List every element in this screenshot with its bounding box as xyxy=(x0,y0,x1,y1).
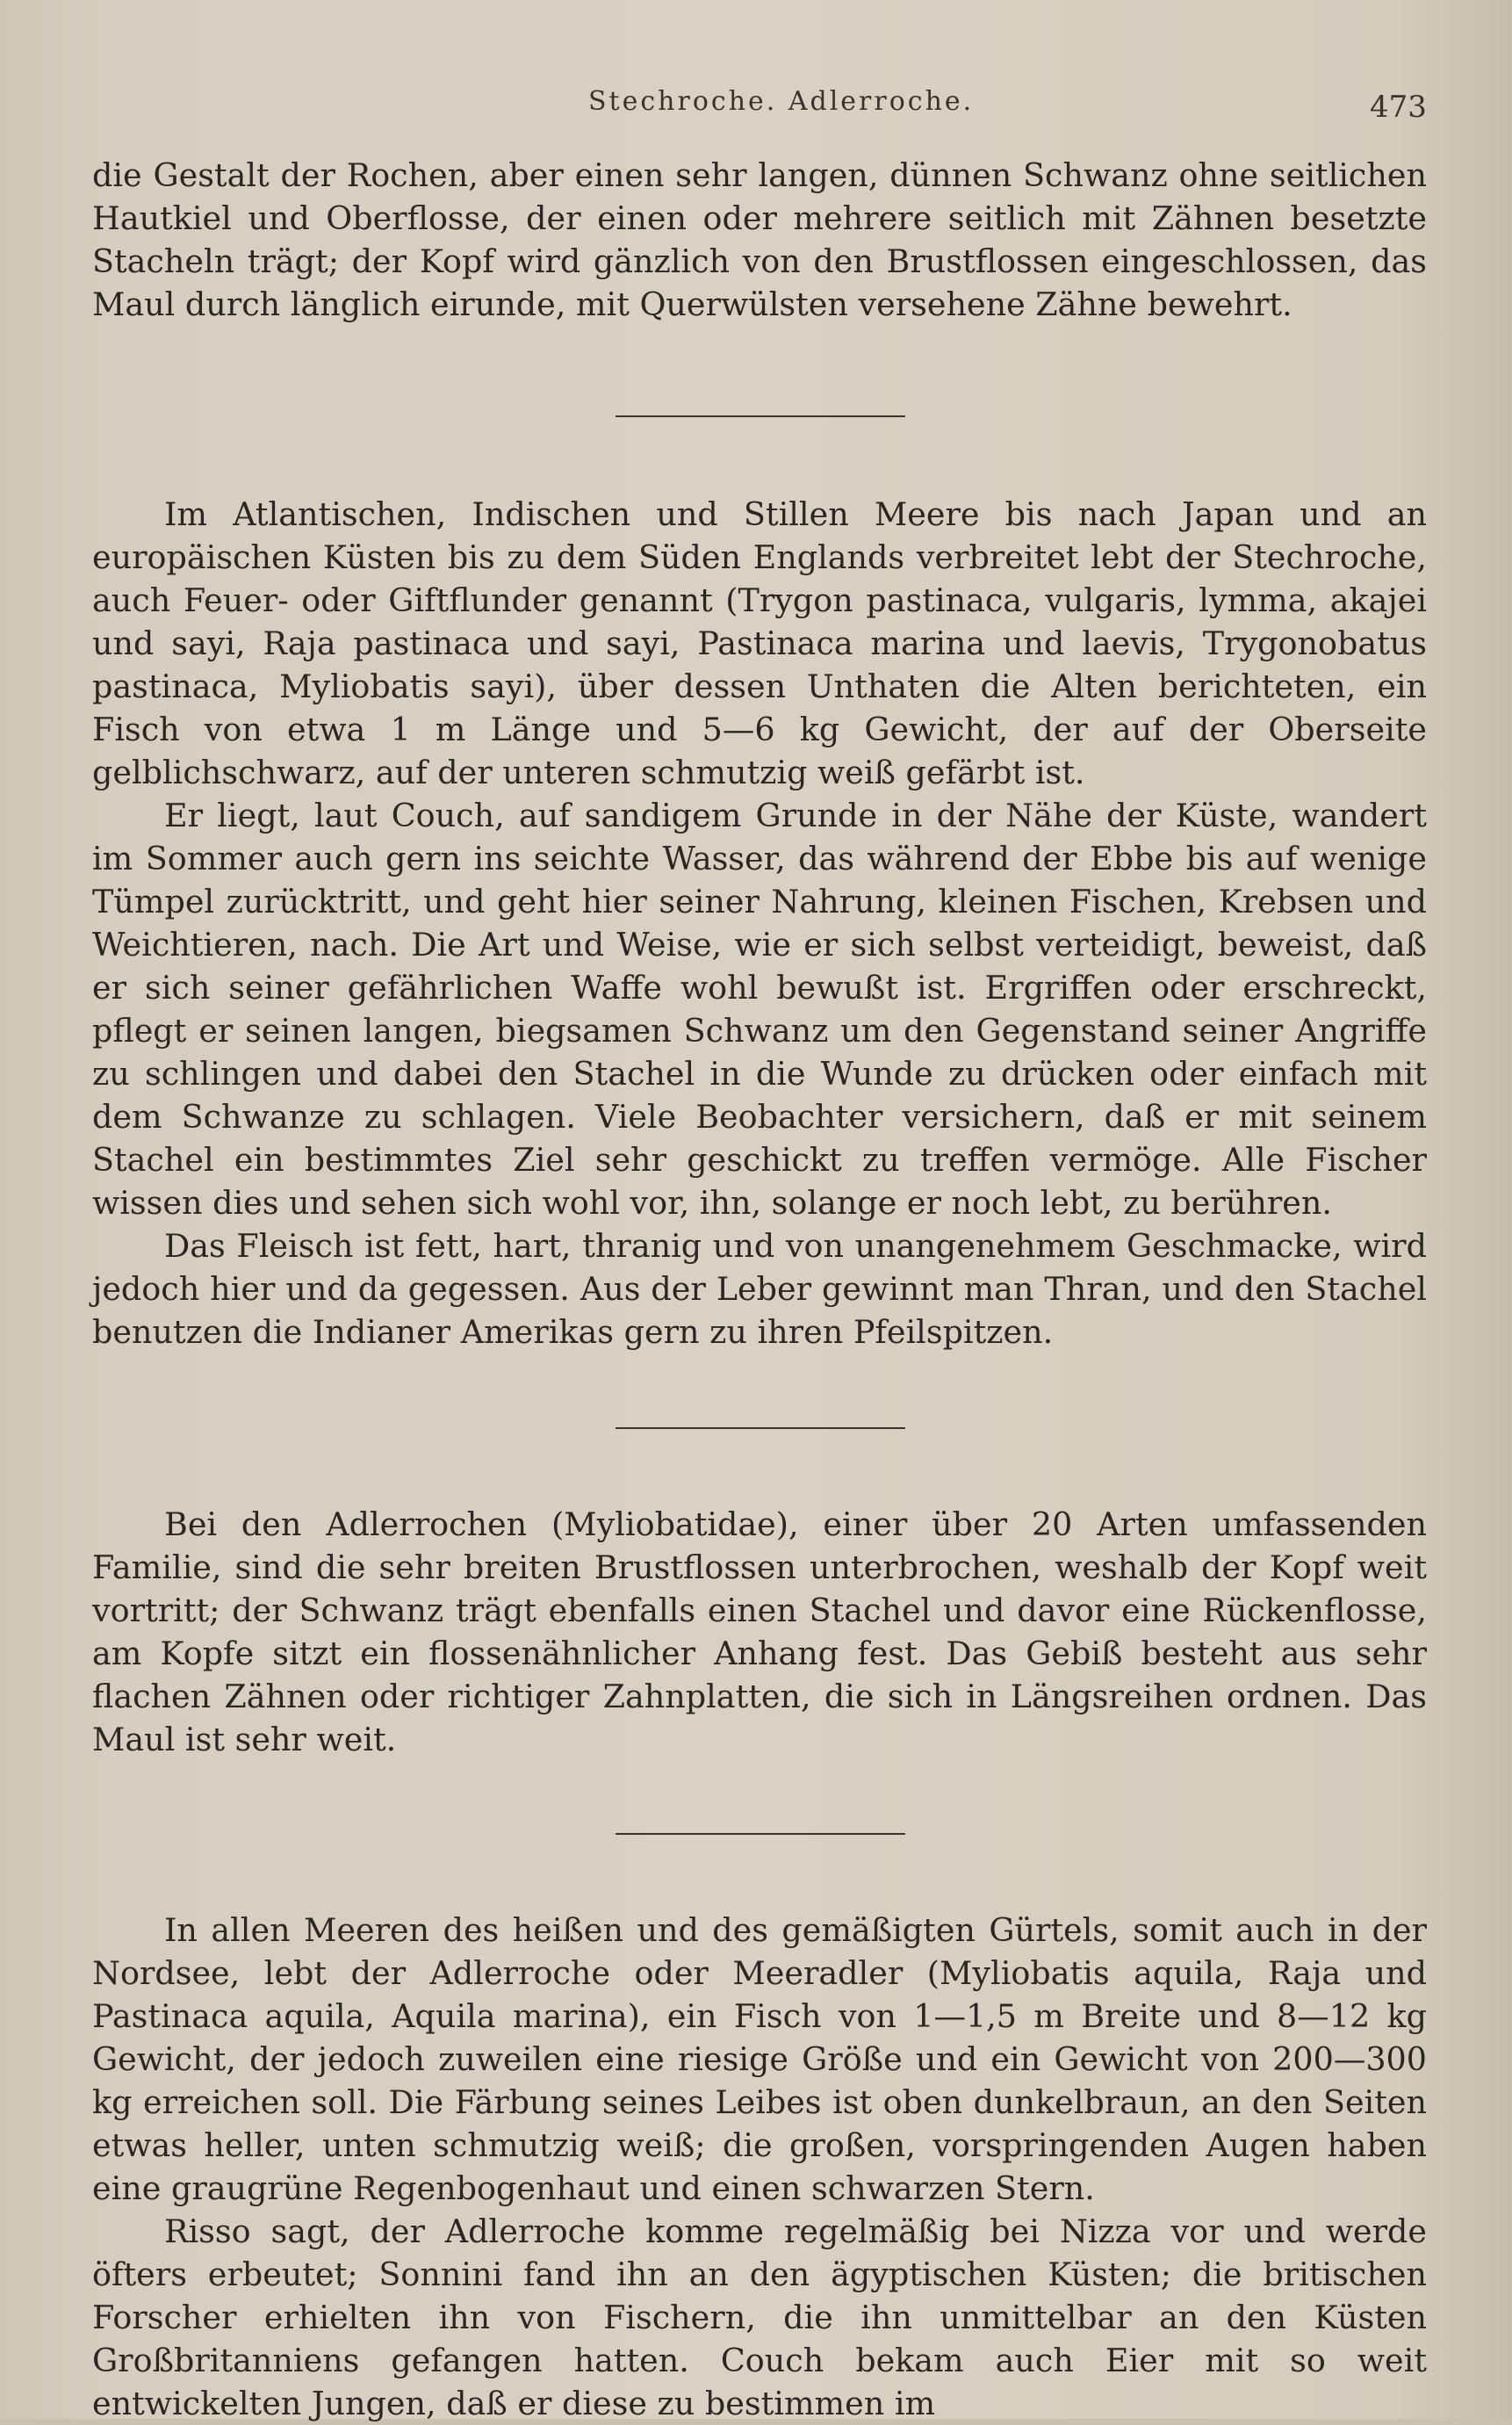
paragraph-adlerroche-description: In allen Meeren des heißen und des gemäßigten Gürtels, somit auch in der Nordsee, lebt der Adlerroche oder Meeradler (Myliobatis aquila, Raja und Pastinaca aquila, Aquila marina), ein Fisch von 1—1,5 m Breite und 8—12 kg Gewicht, der jedoch zuweilen eine riesige Größe und ein Gewicht von 200—300 kg erreichen soll. Die Färbung seines Leibes ist oben dunkelbraun, an den Seiten etwas heller, unten schmutzig weiß; die großen, vorspringenden Augen haben eine graugrüne Regenbogenhaut und einen schwarzen Stern. xyxy=(92,1911,1427,2207)
paragraph-adlerroche-observations: Risso sagt, der Adlerroche komme regelmäßig bei Nizza vor und werde öfters erbeutet; Sonnini fand ihn an den ägyptischen Küsten; die britischen Forscher erhielten ihn von Fischern, die ihn unmittelbar an den Küsten Großbritanniens gefangen hatten. Couch bekam auch Eier mit so weit entwickelten Jungen, daß er diese zu bestimmen im xyxy=(92,2212,1427,2422)
page-body xyxy=(92,154,1427,2425)
running-title: Stechroche. Adlerroche. xyxy=(588,86,975,117)
paragraph-stechroche-behavior: Er liegt, laut Couch, auf sandigem Grunde in der Nähe der Küste, wandert im Sommer auch gern ins seichte Wasser, das während der Ebbe bis auf wenige Tümpel zurücktritt, und geht hier seiner Nahrung, kleinen Fischen, Krebsen und Weichtieren, nach. Die Art und Weise, wie er sich selbst verteidigt, beweist, daß er sich seiner gefährlichen Waffe wohl bewußt ist. Ergriffen oder erschreckt, pflegt er seinen langen, biegsamen Schwanz um den Gegenstand seiner Angriffe zu schlingen und dabei den Stachel in die Wunde zu drücken oder einfach mit dem Schwanze zu schlagen. Viele Beobachter versichern, daß er mit seinem Stachel ein bestimmtes Ziel sehr geschickt zu treffen vermöge. Alle Fischer wissen dies und sehen sich wohl vor, ihn, solange er noch lebt, zu berühren. xyxy=(92,797,1427,1222)
paragraph-stechroche-use: Das Fleisch ist fett, hart, thranig und von unangenehmem Geschmacke, wird jedoch hier und da gegessen. Aus der Leber gewinnt man Thran, und den Stachel benutzen die Indianer Amerikas gern zu ihren Pfeilspitzen. xyxy=(92,1227,1427,1351)
paragraph-stechroche-range: Im Atlantischen, Indischen und Stillen Meere bis nach Japan und an europäischen Küsten bis zu dem Süden Englands verbreitet lebt der Stechroche, auch Feuer- oder Giftflunder genannt (Trygon pastinaca, vulgaris, lymma, akajei und sayi, Raja pastinaca und sayi, Pastinaca marina und laevis, Trygonobatus pastinaca, Myliobatis sayi), über dessen Unthaten die Alten berichteten, ein Fisch von etwa 1 m Länge und 5—6 kg Gewicht, der auf der Oberseite gelblichschwarz, auf der unteren schmutzig weiß gefärbt ist. xyxy=(92,495,1427,791)
page-number: 473 xyxy=(1370,90,1427,125)
running-header xyxy=(0,86,1512,139)
paragraph-continuation: die Gestalt der Rochen, aber einen sehr langen, dünnen Schwanz ohne seitlichen Hautkiel und Oberflosse, der einen oder mehrere seitlich mit Zähnen besetzte Stacheln trägt; der Kopf wird gänzlich von den Brustflossen eingeschlossen, das Maul durch länglich eirunde, mit Querwülsten versehene Zähne bewehrt. xyxy=(92,156,1427,323)
paragraph-adlerrochen-family: Bei den Adlerrochen (Myliobatidae), einer über 20 Arten umfassenden Familie, sind die sehr breiten Brustflossen unterbrochen, weshalb der Kopf weit vortritt; der Schwanz trägt ebenfalls einen Stachel und davor eine Rückenflosse, am Kopfe sitzt ein flossenähnlicher Anhang fest. Das Gebiß besteht aus sehr flachen Zähnen oder richtiger Zahnplatten, die sich in Längsreihen ordnen. Das Maul ist sehr weit. xyxy=(92,1505,1427,1758)
